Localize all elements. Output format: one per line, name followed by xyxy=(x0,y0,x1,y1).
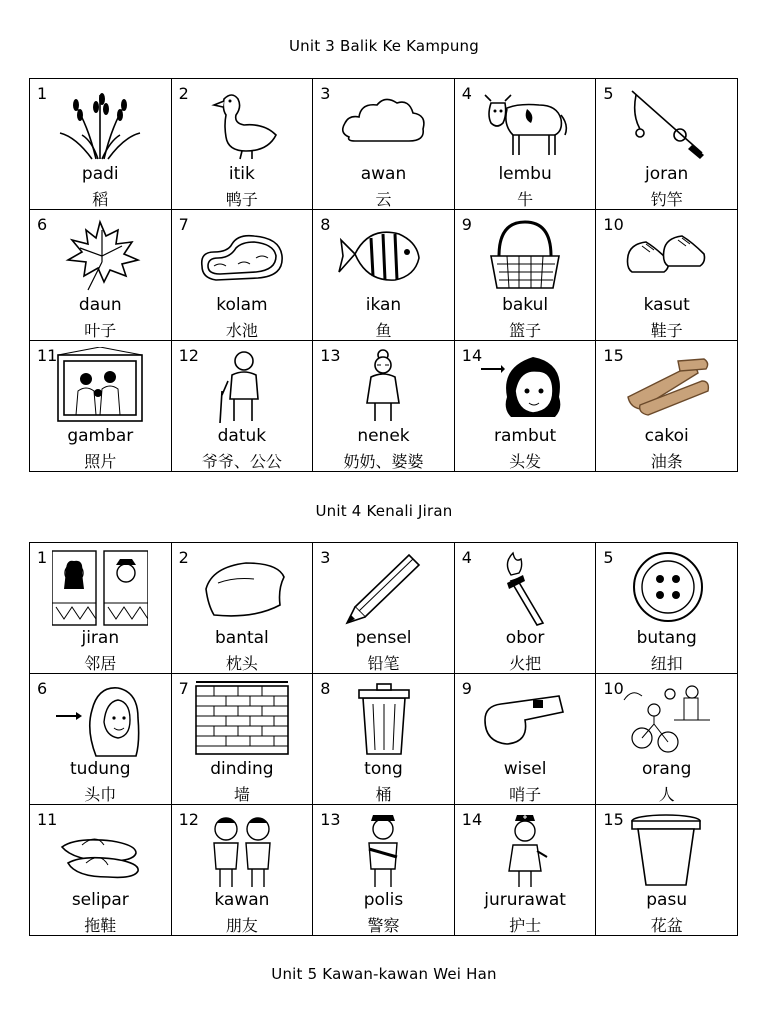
malay-word: orang xyxy=(642,759,692,779)
unit-3-title: Unit 3 Balik Ke Kampung xyxy=(288,37,479,55)
rice-plant-icon xyxy=(52,85,148,163)
vocab-card xyxy=(172,341,314,472)
chinese-word: 鸭子 xyxy=(225,190,258,209)
item-number: 2 xyxy=(178,548,189,567)
vocab-card xyxy=(30,805,172,936)
vocab-card xyxy=(596,210,738,341)
trash-bin-icon xyxy=(335,680,431,758)
grandmother-icon xyxy=(335,347,431,425)
whistle-icon xyxy=(477,680,573,758)
chinese-word: 头发 xyxy=(509,452,542,471)
chinese-word: 奶奶、婆婆 xyxy=(343,452,424,471)
chinese-word: 朋友 xyxy=(225,916,258,935)
item-number: 9 xyxy=(461,215,472,234)
vocab-card xyxy=(172,79,314,210)
friends-icon xyxy=(194,811,290,889)
item-number: 12 xyxy=(178,810,199,829)
vocab-card xyxy=(596,674,738,805)
vocab-card xyxy=(30,79,172,210)
chinese-word: 人 xyxy=(658,785,675,804)
item-number: 14 xyxy=(461,346,483,365)
unit-5-title: Unit 5 Kawan-kawan Wei Han xyxy=(271,965,497,983)
malay-word: obor xyxy=(505,628,545,648)
vocab-card xyxy=(313,210,455,341)
basket-icon xyxy=(477,216,573,294)
malay-word: kawan xyxy=(214,890,270,910)
malay-word: dinding xyxy=(210,759,274,779)
chinese-word: 警察 xyxy=(367,916,400,935)
fried-dough-icon xyxy=(618,347,714,425)
unit-4-title: Unit 4 Kenali Jiran xyxy=(315,502,453,520)
item-number: 7 xyxy=(178,215,189,234)
chinese-word: 稻 xyxy=(92,190,109,209)
item-number: 8 xyxy=(320,679,331,698)
unit-4-vocab-grid xyxy=(29,542,738,936)
grandfather-icon xyxy=(194,347,290,425)
leaf-icon xyxy=(52,216,148,294)
chinese-word: 篮子 xyxy=(509,321,542,340)
brick-wall-icon xyxy=(194,680,290,758)
malay-word: tong xyxy=(364,759,403,779)
vocab-card xyxy=(172,674,314,805)
malay-word: kolam xyxy=(216,295,268,315)
malay-word: jiran xyxy=(81,628,120,648)
vocab-card xyxy=(455,805,597,936)
vocab-card xyxy=(30,674,172,805)
item-number: 9 xyxy=(461,679,472,698)
chinese-word: 邻居 xyxy=(84,654,117,673)
shoes-icon xyxy=(618,216,714,294)
item-number: 5 xyxy=(603,548,614,567)
item-number: 5 xyxy=(603,84,614,103)
fish-icon xyxy=(335,216,431,294)
malay-word: cakoi xyxy=(644,426,689,446)
people-park-icon xyxy=(618,680,714,758)
item-number: 1 xyxy=(37,548,48,567)
item-number: 1 xyxy=(37,84,48,103)
vocab-card xyxy=(455,341,597,472)
malay-word: daun xyxy=(78,295,122,315)
vocab-card xyxy=(172,805,314,936)
malay-word: tudung xyxy=(70,759,131,779)
nurse-icon xyxy=(477,811,573,889)
vocab-card xyxy=(596,79,738,210)
chinese-word: 花盆 xyxy=(650,916,683,935)
button-icon xyxy=(618,549,714,627)
vocab-card xyxy=(172,543,314,674)
slippers-icon xyxy=(52,811,148,889)
vocab-card xyxy=(313,543,455,674)
malay-word: datuk xyxy=(217,426,267,446)
chinese-word: 头巾 xyxy=(84,785,117,804)
item-number: 2 xyxy=(178,84,189,103)
vocab-card xyxy=(596,543,738,674)
flower-pot-icon xyxy=(618,811,714,889)
item-number: 4 xyxy=(461,84,472,103)
chinese-word: 鞋子 xyxy=(650,321,683,340)
chinese-word: 水池 xyxy=(225,321,258,340)
malay-word: polis xyxy=(363,890,404,910)
item-number: 10 xyxy=(603,215,624,234)
malay-word: pasu xyxy=(646,890,688,910)
chinese-word: 护士 xyxy=(509,916,542,935)
malay-word: rambut xyxy=(493,426,557,446)
pencil-icon xyxy=(335,549,431,627)
neighbours-icon xyxy=(52,549,148,627)
item-number: 12 xyxy=(178,346,199,365)
chinese-word: 哨子 xyxy=(509,785,542,804)
vocab-card xyxy=(172,210,314,341)
malay-word: padi xyxy=(81,164,119,184)
malay-word: selipar xyxy=(71,890,129,910)
malay-word: lembu xyxy=(498,164,552,184)
chinese-word: 拖鞋 xyxy=(84,916,117,935)
chinese-word: 鱼 xyxy=(375,321,392,340)
vocab-card xyxy=(455,543,597,674)
unit-3-vocab-grid xyxy=(29,78,738,472)
duck-icon xyxy=(194,85,290,163)
malay-word: jururawat xyxy=(484,890,566,910)
malay-word: joran xyxy=(645,164,689,184)
girl-hair-icon xyxy=(477,347,573,425)
malay-word: itik xyxy=(228,164,255,184)
vocab-card xyxy=(313,79,455,210)
chinese-word: 火把 xyxy=(509,654,542,673)
torch-icon xyxy=(477,549,573,627)
cow-icon xyxy=(477,85,573,163)
item-number: 13 xyxy=(320,810,341,829)
malay-word: pensel xyxy=(355,628,412,648)
malay-word: ikan xyxy=(365,295,402,315)
malay-word: nenek xyxy=(357,426,410,446)
malay-word: bakul xyxy=(502,295,549,315)
item-number: 3 xyxy=(320,548,331,567)
item-number: 7 xyxy=(178,679,189,698)
malay-word: butang xyxy=(636,628,697,648)
item-number: 6 xyxy=(37,215,48,234)
chinese-word: 枕头 xyxy=(225,654,258,673)
chinese-word: 油条 xyxy=(650,452,683,471)
police-icon xyxy=(335,811,431,889)
fishing-rod-icon xyxy=(618,85,714,163)
vocab-card xyxy=(455,674,597,805)
malay-word: awan xyxy=(360,164,407,184)
chinese-word: 云 xyxy=(375,190,392,209)
item-number: 4 xyxy=(461,548,472,567)
item-number: 6 xyxy=(37,679,48,698)
malay-word: wisel xyxy=(503,759,547,779)
vocab-card xyxy=(455,210,597,341)
vocab-card xyxy=(30,210,172,341)
vocab-card xyxy=(30,543,172,674)
chinese-word: 牛 xyxy=(517,190,534,209)
item-number: 10 xyxy=(603,679,624,698)
vocab-card xyxy=(596,341,738,472)
chinese-word: 钓竿 xyxy=(650,190,683,209)
chinese-word: 爷爷、公公 xyxy=(201,452,282,471)
vocab-card xyxy=(596,805,738,936)
item-number: 15 xyxy=(603,810,624,829)
item-number: 11 xyxy=(37,346,58,365)
vocab-card xyxy=(313,674,455,805)
malay-word: kasut xyxy=(643,295,690,315)
chinese-word: 墙 xyxy=(233,785,250,804)
chinese-word: 叶子 xyxy=(84,321,117,340)
vocab-card xyxy=(30,341,172,472)
vocab-card xyxy=(313,805,455,936)
vocab-card xyxy=(313,341,455,472)
item-number: 3 xyxy=(320,84,331,103)
chinese-word: 桶 xyxy=(375,785,392,804)
item-number: 14 xyxy=(461,810,483,829)
chinese-word: 铅笔 xyxy=(367,654,400,673)
cloud-icon xyxy=(335,85,431,163)
chinese-word: 照片 xyxy=(84,452,117,471)
item-number: 8 xyxy=(320,215,331,234)
malay-word: gambar xyxy=(67,426,134,446)
family-photo-icon xyxy=(52,347,148,425)
item-number: 11 xyxy=(37,810,58,829)
vocab-card xyxy=(455,79,597,210)
malay-word: bantal xyxy=(214,628,269,648)
item-number: 15 xyxy=(603,346,624,365)
item-number: 13 xyxy=(320,346,341,365)
pool-icon xyxy=(194,216,290,294)
chinese-word: 纽扣 xyxy=(650,654,683,673)
headscarf-icon xyxy=(52,680,148,758)
pillow-icon xyxy=(194,549,290,627)
